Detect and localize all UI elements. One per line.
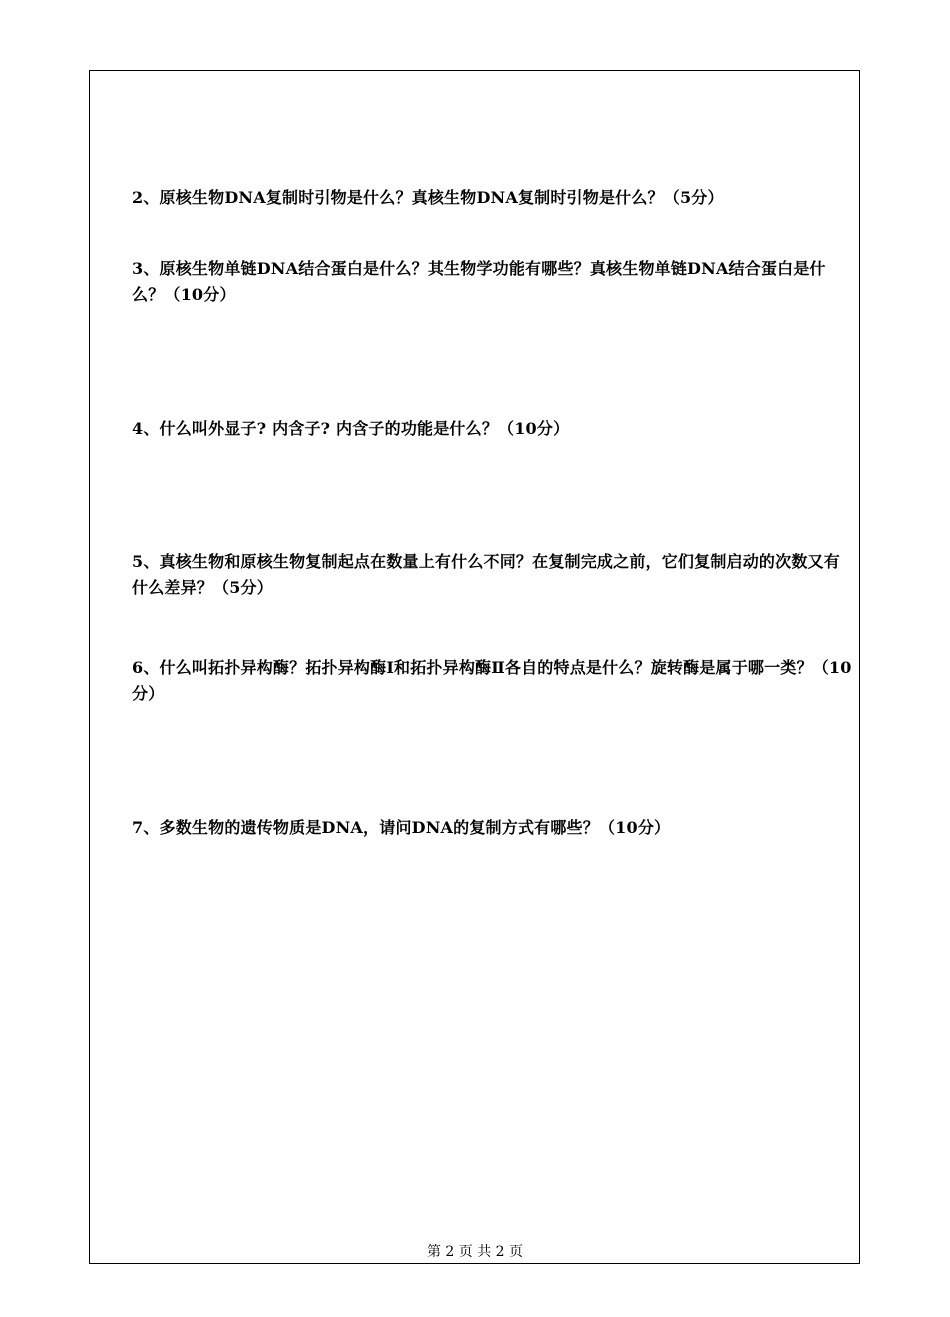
question-4: 4、什么叫外显子? 内含子? 内含子的功能是什么？（10分）	[132, 419, 570, 438]
question-5: 5、真核生物和原核生物复制起点在数量上有什么不同？在复制完成之前，它们复制启动的次数又有什么差异？（5分）	[132, 552, 840, 597]
question-2: 2、原核生物DNA复制时引物是什么？真核生物DNA复制时引物是什么？（5分）	[132, 188, 724, 207]
question-6: 6、什么叫拓扑异构酶？拓扑异构酶Ⅰ和拓扑异构酶Ⅱ各自的特点是什么？旋转酶是属于哪一类？（10分）	[132, 658, 852, 703]
question-7: 7、多数生物的遗传物质是DNA，请问DNA的复制方式有哪些？（10分）	[132, 818, 671, 837]
question-3: 3、原核生物单链DNA结合蛋白是什么？其生物学功能有哪些？真核生物单链DNA结合蛋白是什么？（10分）	[132, 259, 826, 304]
page-number: 第 2 页 共 2 页	[426, 1244, 524, 1260]
